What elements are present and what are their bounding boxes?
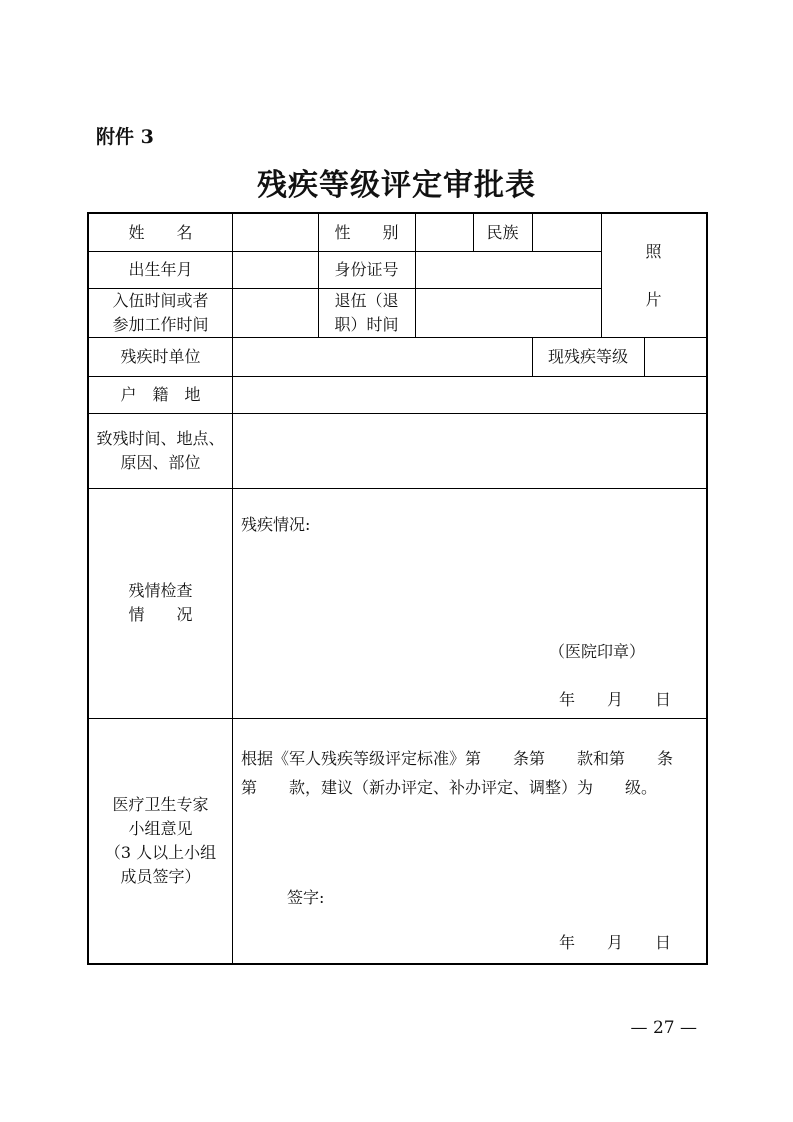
- page-number: — 27 —: [630, 1018, 697, 1038]
- col-divider: [532, 214, 533, 251]
- label-expert-line-1: 医疗卫生专家: [112, 794, 209, 814]
- label-ethnicity: 民族: [486, 222, 519, 242]
- label-id-number: 身份证号: [334, 259, 399, 279]
- label-birth: 出生年月: [128, 259, 193, 279]
- label-unit: 残疾时单位: [120, 346, 201, 366]
- label-retire-line-2: 职）时间: [334, 314, 399, 334]
- label-enlist-line-1: 入伍时间或者: [112, 290, 209, 310]
- attachment-label: 附件 3: [96, 126, 154, 148]
- label-name: 姓 名: [128, 222, 193, 242]
- label-cause: [89, 413, 232, 488]
- approval-form-table: [87, 212, 708, 965]
- label-expert: [89, 718, 232, 963]
- label-household: 户 籍 地: [120, 384, 201, 404]
- exam-date: 年 月 日: [559, 690, 672, 709]
- label-enlist-line-2: 参加工作时间: [112, 314, 209, 334]
- col-divider: [415, 214, 416, 337]
- label-cause-line-2: 原因、部位: [120, 452, 201, 472]
- label-cause-line-1: 致残时间、地点、: [96, 428, 225, 448]
- label-current-level: 现残疾等级: [547, 346, 628, 366]
- label-exam-line-1: 残情检查: [128, 581, 193, 600]
- label-exam: [89, 488, 232, 718]
- expert-opinion-line-2: 第 款，建议（新办评定、补办评定、调整）为 级。: [241, 778, 658, 797]
- expert-opinion-line-1: 根据《军人残疾等级评定标准》第 条第 款和第 条: [241, 749, 674, 768]
- label-exam-line-2: 情 况: [128, 605, 193, 624]
- expert-date: 年 月 日: [559, 933, 672, 952]
- label-retire-line-1: 退伍（退: [334, 290, 399, 310]
- exam-heading: 残疾情况:: [241, 515, 311, 534]
- label-gender: 性 别: [334, 222, 399, 242]
- label-enlist-time: [89, 288, 232, 337]
- hospital-seal-label: （医院印章）: [549, 642, 646, 661]
- photo-label-2: 片: [645, 289, 662, 309]
- signature-label: 签字:: [287, 888, 325, 907]
- photo-cell: [601, 214, 706, 337]
- label-retire-time: [318, 288, 415, 337]
- photo-label-1: 照: [645, 241, 662, 261]
- label-expert-line-4: 成员签字）: [120, 866, 201, 886]
- col-divider: [644, 337, 645, 376]
- form-title: 残疾等级评定审批表: [257, 168, 536, 203]
- label-expert-line-3: （3 人以上小组: [104, 842, 217, 862]
- col-divider: [232, 214, 233, 963]
- label-expert-line-2: 小组意见: [128, 818, 193, 838]
